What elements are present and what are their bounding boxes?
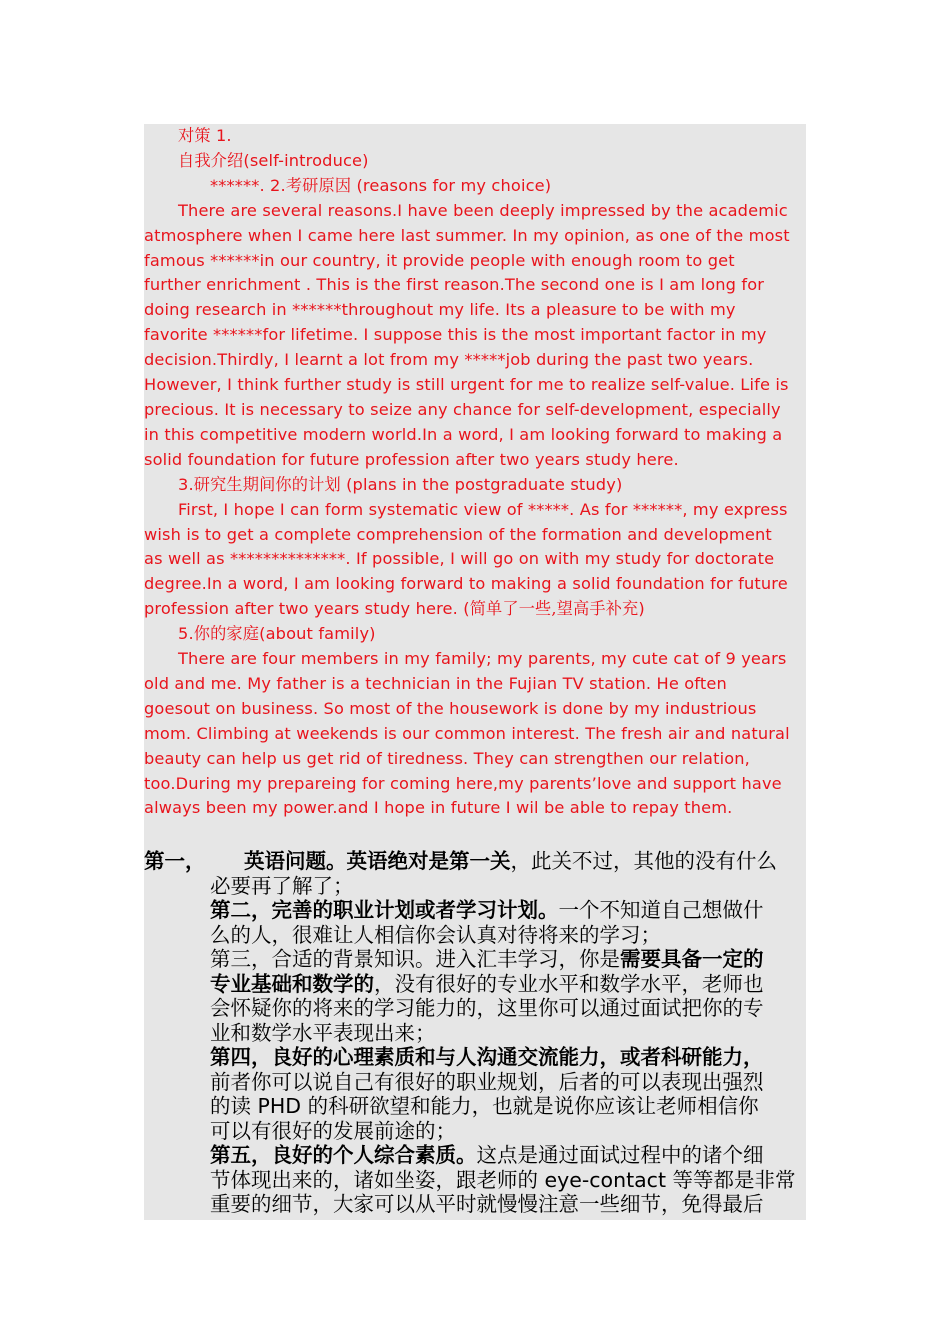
heading-plans: 3.研究生期间你的计划 (plans in the postgraduate study) (178, 474, 623, 494)
paragraph-family: There are four members in my family; my parents, my cute cat of 9 years old and me. My father is a technician in the Fujian TV station. He often goesout on business. So most of the housework is done by my industrious mom. Climbing at weekends is our common interest. The fresh air and natural beauty can help us get rid of tiredness. They can strengthen our relation, too.During my prepareing for coming here,my parents’love and support have always been my power.and I hope in future I wil be able to repay them. (144, 649, 790, 818)
english-answers-section (144, 124, 804, 821)
tip-career-plan: 第二，完善的职业计划或者学习计划。一个不知道自己想做什 么的人，很难让人相信你会认真对待将来的学习； (210, 898, 764, 947)
heading-family: 5.你的家庭(about family) (178, 624, 376, 644)
heading-strategy: 对策 1. (178, 126, 232, 145)
tip-personal-quality: 第五，良好的个人综合素质。这点是通过面试过程中的诸个细 节体现出来的，诸如坐姿，跟老师的 eye-contact 等等都是非常 重要的细节，大家可以从平时就慢慢注意一些细节，免得最后 (210, 1143, 796, 1217)
interview-tips-section (144, 849, 804, 1217)
tip-english: 第一， 英语问题。英语绝对是第一关，此关不过，其他的没有什么 必要再了解了； (144, 849, 777, 898)
heading-self-introduce: 自我介绍(self-introduce) (178, 150, 369, 170)
tip-psychology-communication: 第四，良好的心理素质和与人沟通交流能力，或者科研能力， 前者你可以说自己有很好的职业规划，后者的可以表现出强烈 的读 PHD 的科研欲望和能力，也就是说你应该让老师相信你 可以有很好的发展前途的； (210, 1045, 764, 1143)
heading-reasons: ******. 2.考研原因 (reasons for my choice) (210, 175, 552, 195)
tip-background-knowledge: 第三，合适的背景知识。进入汇丰学习，你是需要具备一定的 专业基础和数学的，没有很好的专业水平和数学水平，老师也 会怀疑你的将来的学习能力的，这里你可以通过面试把你的专 业和数学水平表现出来； (210, 947, 764, 1045)
section-spacer (144, 821, 804, 849)
paragraph-reasons: There are several reasons.I have been deeply impressed by the academic atmosphere when I came here last summer. In my opinion, as one of the most famous ******in our country, it provide people with enough room to get further enrichment . This is the first reason.The second one is I am long for doing research in ******throughout my life. Its a pleasure to be with my favorite ******for lifetime. I suppose this is the most important factor in my decision.Thirdly, I learnt a lot from my *****job during the past two years. However, I think further study is still urgent for me to realize self-value. Life is precious. It is necessary to seize any chance for self-development, especially in this competitive modern world.In a word, I am looking forward to making a solid foundation for future profession after two years study here. (144, 200, 790, 469)
document-body (144, 124, 804, 1217)
paragraph-plans: First, I hope I can form systematic view of *****. As for ******, my express wish is to get a complete comprehension of the formation and development as well as **************. If possible, I will go on with my study for doctorate degree.In a word, I am looking forward to making a solid foundation for future profession after two years study here. (简单了一些,望高手补充) (144, 499, 788, 619)
